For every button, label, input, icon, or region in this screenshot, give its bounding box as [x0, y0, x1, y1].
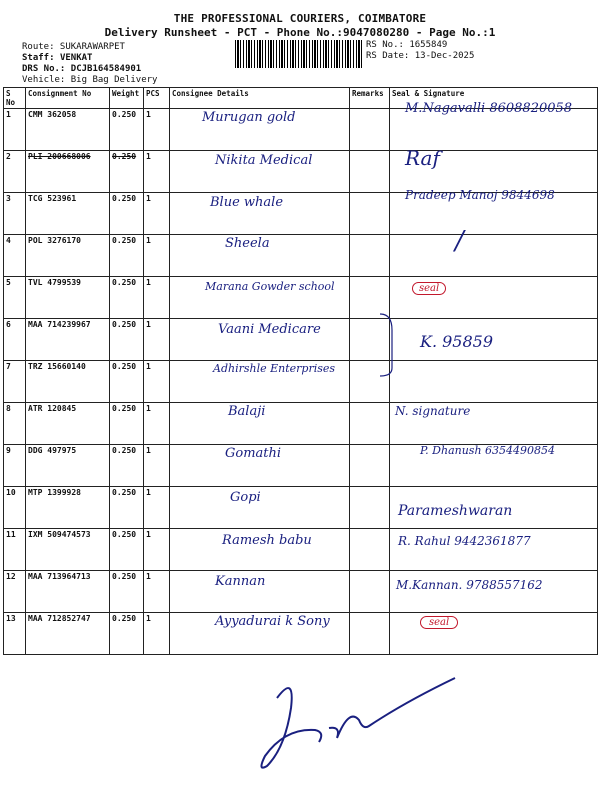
- signature: M.Kannan. 9788557162: [396, 578, 543, 592]
- signature: N. signature: [395, 404, 471, 418]
- consignment-no: MAA 712852747: [26, 613, 110, 655]
- col-weight: Weight: [110, 88, 144, 109]
- sno: 9: [4, 445, 26, 487]
- pcs: 1: [144, 613, 170, 655]
- staff-signature: [255, 668, 475, 778]
- seal-stamp: seal: [412, 282, 446, 295]
- pcs: 1: [144, 151, 170, 193]
- weight: 0.250: [110, 529, 144, 571]
- sno: 10: [4, 487, 26, 529]
- pcs: 1: [144, 319, 170, 361]
- weight: 0.250: [110, 613, 144, 655]
- consignee-handwritten: Kannan: [215, 574, 266, 589]
- pcs: 1: [144, 445, 170, 487]
- consignment-no: ATR 120845: [26, 403, 110, 445]
- sno: 12: [4, 571, 26, 613]
- pcs: 1: [144, 487, 170, 529]
- consignee-handwritten: Nikita Medical: [215, 153, 313, 168]
- signature: Parameshwaran: [398, 503, 513, 519]
- pcs: 1: [144, 403, 170, 445]
- weight: 0.250: [110, 109, 144, 151]
- pcs: 1: [144, 193, 170, 235]
- route: Route: SUKARAWARPET: [22, 42, 125, 52]
- consignment-no: MAA 714239967: [26, 319, 110, 361]
- sno: 13: [4, 613, 26, 655]
- weight: 0.250: [110, 193, 144, 235]
- consignment-no: MTP 1399928: [26, 487, 110, 529]
- vehicle: Vehicle: Big Bag Delivery: [22, 75, 158, 85]
- table-row: [4, 403, 598, 445]
- rs-date: RS Date: 13-Dec-2025: [366, 51, 475, 61]
- staff: [22, 53, 92, 63]
- consignee-handwritten: Ayyadurai k Sony: [215, 614, 330, 629]
- signature: K. 95859: [420, 332, 494, 351]
- consignee-handwritten: Murugan gold: [202, 110, 296, 125]
- consignee-handwritten: Vaani Medicare: [218, 322, 321, 337]
- sno: 11: [4, 529, 26, 571]
- consignee-handwritten: Ramesh babu: [222, 533, 312, 548]
- signature: M.Nagavalli 8608820058: [405, 101, 573, 116]
- drs-value: DCJB164584901: [70, 64, 142, 74]
- consignment-no: IXM 509474573: [26, 529, 110, 571]
- pcs: 1: [144, 109, 170, 151]
- consignment-no: TCG 523961: [26, 193, 110, 235]
- sno: 2: [4, 151, 26, 193]
- col-pcs: PCS: [144, 88, 170, 109]
- runsheet-title: Delivery Runsheet - PCT - Phone No.:9047080280 - Page No.:1: [104, 26, 496, 39]
- col-seal: Seal & Signature: [390, 88, 598, 109]
- weight: 0.250: [110, 403, 144, 445]
- pcs: 1: [144, 571, 170, 613]
- seal-stamp: seal: [420, 616, 458, 629]
- rs-no: RS No.: 1655849: [366, 40, 448, 50]
- col-sno: S No: [4, 88, 26, 109]
- consignee-handwritten: Blue whale: [210, 195, 284, 210]
- consignment-no: DDG 497975: [26, 445, 110, 487]
- consignee-handwritten: Gopi: [230, 490, 261, 505]
- consignment-no: TRZ 15660140: [26, 361, 110, 403]
- consignee-handwritten: Sheela: [225, 236, 270, 251]
- consignee-handwritten: Balaji: [228, 404, 266, 419]
- pcs: 1: [144, 277, 170, 319]
- sno: 4: [4, 235, 26, 277]
- consignment-no: TVL 4799539: [26, 277, 110, 319]
- col-consignment: Consignment No: [26, 88, 110, 109]
- drs: [22, 64, 141, 74]
- weight: 0.250: [110, 151, 144, 193]
- consignee-handwritten: Marana Gowder school: [205, 280, 335, 293]
- barcode: [235, 40, 363, 68]
- pcs: 1: [144, 235, 170, 277]
- weight: 0.250: [110, 361, 144, 403]
- signature: Pradeep Manoj 9844698: [405, 188, 555, 202]
- pcs: 1: [144, 529, 170, 571]
- company-title: THE PROFESSIONAL COURIERS, COIMBATORE: [173, 12, 427, 25]
- sno: 5: [4, 277, 26, 319]
- weight: 0.250: [110, 445, 144, 487]
- drs-label: DRS No.:: [22, 64, 66, 74]
- col-remarks: Remarks: [350, 88, 390, 109]
- sno: 1: [4, 109, 26, 151]
- consignee-handwritten: Gomathi: [225, 446, 282, 461]
- consignment-no: POL 3276170: [26, 235, 110, 277]
- weight: 0.250: [110, 319, 144, 361]
- staff-label: Staff:: [22, 53, 55, 63]
- signature: P. Dhanush 6354490854: [420, 444, 556, 457]
- col-consignee: Consignee Details: [170, 88, 350, 109]
- weight: 0.250: [110, 571, 144, 613]
- table-row: [4, 235, 598, 277]
- weight: 0.250: [110, 487, 144, 529]
- sno: 3: [4, 193, 26, 235]
- sno: 8: [4, 403, 26, 445]
- consignment-no: CMM 362058: [26, 109, 110, 151]
- pcs: 1: [144, 361, 170, 403]
- weight: 0.250: [110, 277, 144, 319]
- bracket-mark: [378, 310, 400, 380]
- signature: Raf: [405, 146, 440, 170]
- weight: 0.250: [110, 235, 144, 277]
- signature: /: [455, 226, 464, 256]
- consignment-no: PLI 200668006: [26, 151, 110, 193]
- sno: 6: [4, 319, 26, 361]
- sno: 7: [4, 361, 26, 403]
- consignee-handwritten: Adhirshle Enterprises: [213, 362, 336, 375]
- signature: R. Rahul 9442361877: [398, 534, 531, 548]
- staff-value: VENKAT: [59, 53, 93, 63]
- consignment-no: MAA 713964713: [26, 571, 110, 613]
